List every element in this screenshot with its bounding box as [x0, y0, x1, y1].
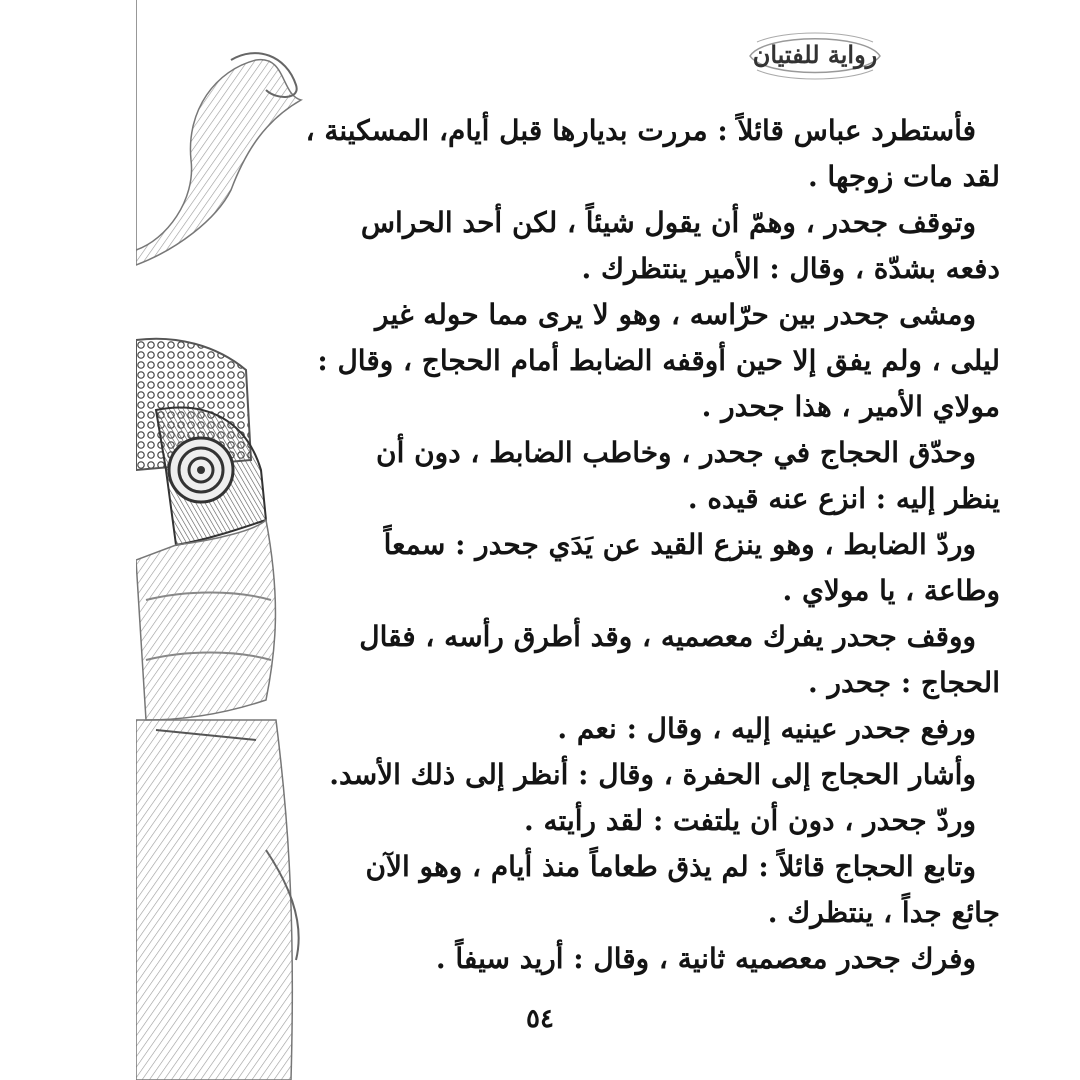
text-line: فأستطرد عباس قائلاً : مررت بديارها قبل أيام، المسكينة ،: [305, 114, 976, 147]
text-line: لقد مات زوجها .: [807, 160, 1000, 193]
paragraph: [220, 936, 1000, 982]
header-label: رواية للفتيان: [752, 40, 878, 69]
text-line: ينظر إليه : انزع عنه قيده .: [687, 482, 1000, 515]
paragraph: [220, 614, 1000, 706]
text-line: وتابع الحجاج قائلاً : لم يذق طعاماً منذ أيام ، وهو الآن: [365, 850, 976, 883]
paragraph: [220, 798, 1000, 844]
paragraph: [220, 430, 1000, 522]
page-number: ٥٤: [526, 1004, 554, 1034]
text-line: ليلى ، ولم يفق إلا حين أوقفه الضابط أمام الحجاج ، وقال :: [317, 344, 1000, 377]
paragraph: [220, 844, 1000, 936]
text-line: ومشى جحدر بين حرّاسه ، وهو لا يرى مما حوله غير: [375, 298, 976, 331]
paragraph: [220, 522, 1000, 614]
header-badge: [745, 28, 885, 84]
text-line: ووقف جحدر يفرك معصميه ، وقد أطرق رأسه ، فقال: [359, 620, 976, 653]
text-line: وتوقف جحدر ، وهمّ أن يقول شيئاً ، لكن أحد الحراس: [360, 206, 976, 239]
text-line: الحجاج : جحدر .: [808, 666, 1000, 699]
text-line: مولاي الأمير ، هذا جحدر .: [701, 390, 1000, 423]
body-text: [220, 108, 1000, 982]
text-line: جائع جداً ، ينتظرك .: [767, 896, 1000, 929]
text-line: وردّ جحدر ، دون أن يلتفت : لقد رأيته .: [524, 804, 976, 837]
paragraph: [220, 706, 1000, 752]
text-line: وفرك جحدر معصميه ثانية ، وقال : أريد سيفاً .: [435, 942, 976, 975]
paragraph: [220, 108, 1000, 200]
text-line: دفعه بشدّة ، وقال : الأمير ينتظرك .: [581, 252, 1000, 285]
text-line: وأشار الحجاج إلى الحفرة ، وقال : أنظر إلى ذلك الأسد.: [329, 758, 976, 791]
text-line: وردّ الضابط ، وهو ينزع القيد عن يَدَي جحدر : سمعاً: [383, 528, 976, 561]
paragraph: [220, 200, 1000, 292]
paragraph: [220, 752, 1000, 798]
text-line: ورفع جحدر عينيه إليه ، وقال : نعم .: [557, 712, 976, 745]
text-line: وحدّق الحجاج في جحدر ، وخاطب الضابط ، دون أن: [376, 436, 976, 469]
page-margin: [0, 0, 136, 1080]
text-line: وطاعة ، يا مولاي .: [782, 574, 1000, 607]
paragraph: [220, 292, 1000, 430]
